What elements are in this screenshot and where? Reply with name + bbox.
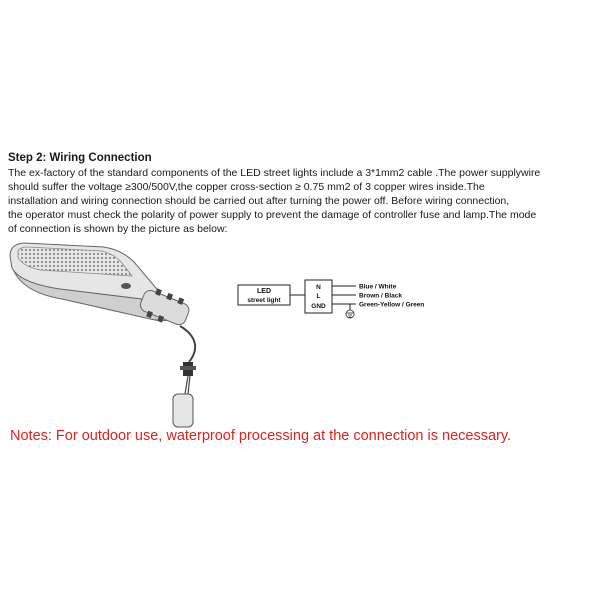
section-heading: Step 2: Wiring Connection [8,152,152,164]
paragraph-line: should suffer the voltage ≥300/500V,the copper cross-section ≥ 0.75 mm2 of 3 copper wires inside.The [8,181,485,193]
terminal-label: N [316,284,321,291]
instructions-paragraph [8,166,596,236]
lamp-badge-icon [121,283,131,289]
wiring-illustration [0,235,460,428]
waterproof-note: Notes: For outdoor use, waterproof processing at the connection is necessary. [10,428,512,444]
waterproof-sleeve [173,394,193,427]
wire-color-label: Brown / Black [359,292,402,300]
paragraph-line: of connection is shown by the picture as below: [8,223,228,235]
wire-color-label: Green-Yellow / Green [359,301,425,309]
wiring-schematic [238,280,424,318]
ground-symbol-icon [346,304,354,318]
wire-color-label: Blue / White [359,283,397,291]
paragraph-line: the operator must check the polarity of power supply to prevent the damage of controller fuse and lamp.The mode [8,209,537,221]
plug-connector-tab [180,366,196,370]
paragraph-line: The ex-factory of the standard components of the LED street lights include a 3*1mm2 cable .The power supplywire [8,167,541,179]
paragraph-line: installation and wiring connection should be carried out after turning the power off. Before wiring connection, [8,195,510,207]
terminal-label: GND [311,303,326,310]
street-lamp-image [10,243,196,427]
led-device-label: LED [257,288,271,295]
power-cable [180,326,195,362]
terminal-label: L [316,293,321,300]
led-device-sublabel: street light [247,297,281,304]
lead-wires [185,376,190,394]
